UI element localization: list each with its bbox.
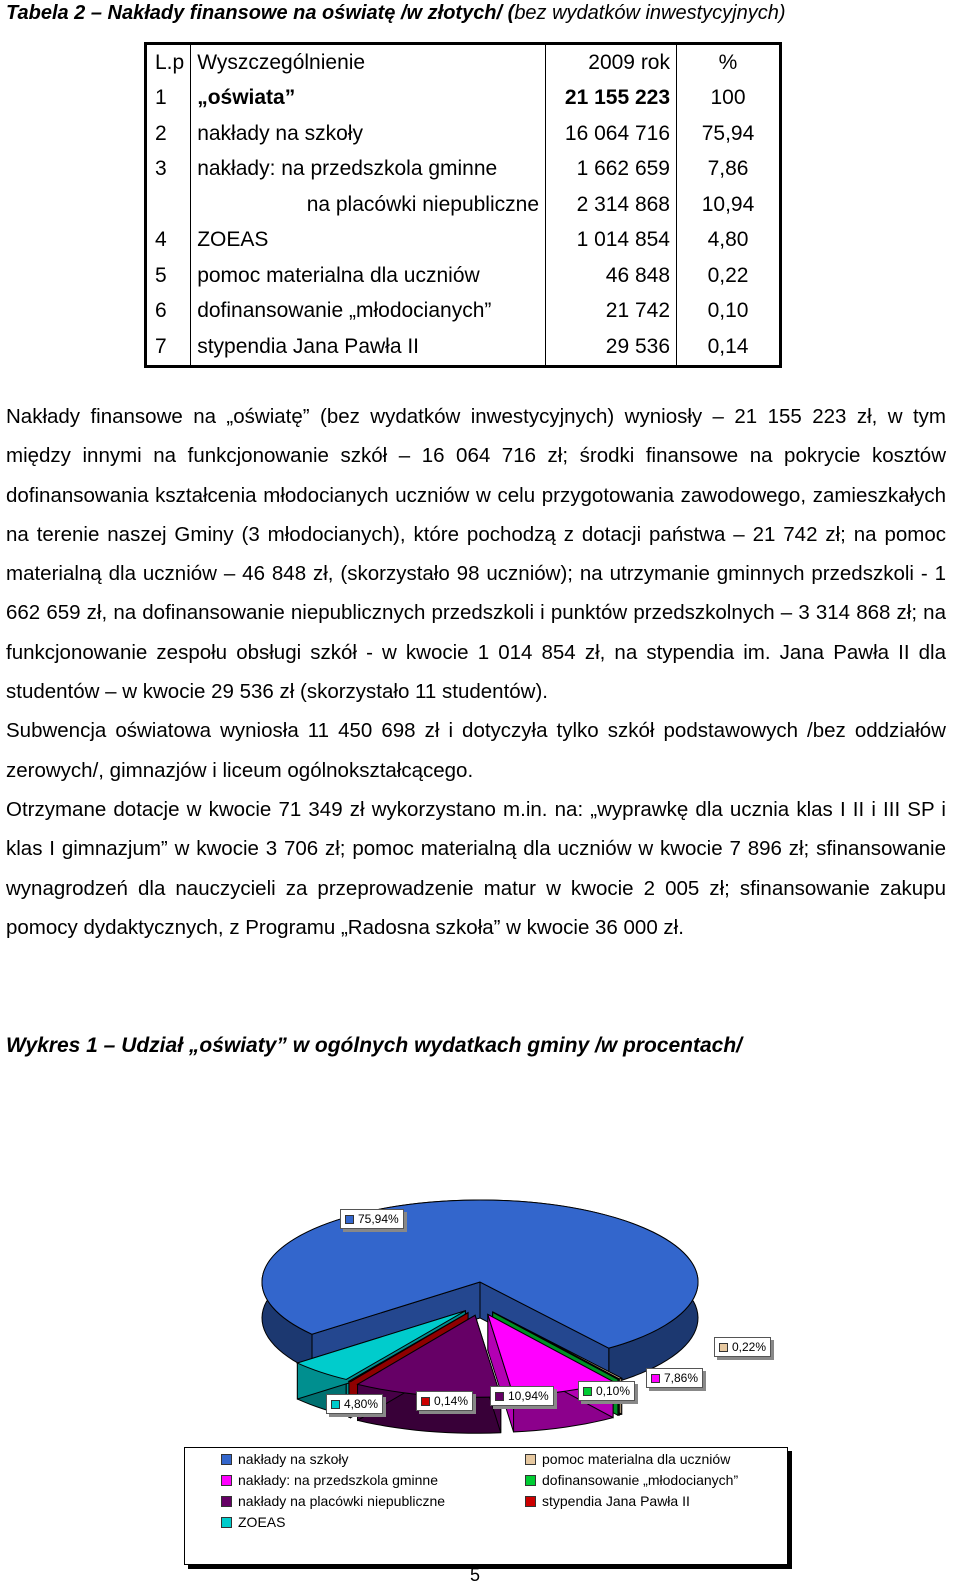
cell-desc: na placówki niepubliczne <box>191 187 546 223</box>
paragraph: Subwencja oświatowa wyniosła 11 450 698 zł i dotyczyła tylko szkół podstawowych /bez oddziałów zerowych/, gimnazjów i liceum ogólnokształcącego. <box>6 719 946 782</box>
header-lp: L.p <box>146 44 191 81</box>
cell-lp: 4 <box>146 223 191 259</box>
legend-swatch <box>221 1496 232 1507</box>
legend-item <box>525 1493 690 1509</box>
data-label-text: 0,14% <box>434 1394 469 1408</box>
cell-pct: 0,10 <box>707 299 749 323</box>
legend-swatch <box>525 1475 536 1486</box>
legend-label: nakłady: na przedszkola gminne <box>238 1472 439 1488</box>
cell-val: 46 848 <box>546 258 677 294</box>
legend-item <box>525 1472 738 1488</box>
legend-label: dofinansowanie „młodocianych” <box>542 1472 739 1488</box>
legend-label: nakłady na szkoły <box>238 1451 349 1467</box>
cell-pct: 0,22 <box>707 263 749 287</box>
cell-lp: 5 <box>146 258 191 294</box>
cell-pct: 10,94 <box>701 192 755 216</box>
data-label-text: 7,86% <box>664 1371 699 1385</box>
data-label <box>714 1337 771 1357</box>
legend-label: stypendia Jana Pawła II <box>542 1493 690 1509</box>
legend-swatch <box>221 1454 232 1465</box>
legend-item <box>221 1514 285 1530</box>
legend-swatch <box>525 1454 536 1465</box>
legend-label: pomoc materialna dla uczniów <box>542 1451 731 1467</box>
paragraph: Nakłady finansowe na „oświatę” (bez wydatków inwestycyjnych) wyniosły – 21 155 223 zł, w tym między innymi na funkcjonowanie szkół – 16 064 716 zł; środki finansowe na pokrycie kosztów dofinansowania kształcenia młodocianych uczniów w celu przygotowania zawodowego, zamieszkałych na terenie naszej Gminy (3 młodocianych), które pochodzą z dotacji państwa – 21 742 zł; na pomoc materialną dla uczniów – 46 848 zł, (skorzystało 98 uczniów); na utrzymanie gminnych przedszkoli - 1 662 659 zł, na dofinansowanie niepublicznych przedszkoli i punktów przedszkolnych – 3 314 868 zł; na funkcjonowanie zespołu obsługi szkół - w kwocie 1 014 854 zł, na stypendia im. Jana Pawła II dla studentów – w kwocie 29 536 zł (skorzystało 11 studentów). <box>6 405 946 704</box>
cell-lp: 3 <box>146 152 191 188</box>
data-label-swatch <box>651 1374 660 1383</box>
data-label-swatch <box>331 1400 340 1409</box>
cell-desc: nakłady: na przedszkola gminne <box>191 152 546 188</box>
cell-lp: 6 <box>146 294 191 330</box>
legend-item <box>221 1451 349 1467</box>
cell-val: 21 742 <box>546 294 677 330</box>
data-label <box>646 1368 703 1388</box>
data-label-text: 10,94% <box>508 1389 549 1403</box>
cell-val: 16 064 716 <box>546 116 677 152</box>
data-label <box>340 1209 404 1229</box>
header-val: 2009 rok <box>546 44 677 81</box>
data-label-text: 4,80% <box>344 1397 379 1411</box>
cell-lp: 2 <box>146 116 191 152</box>
cell-desc: ZOEAS <box>191 223 546 259</box>
legend-label: nakłady na placówki niepubliczne <box>238 1493 446 1509</box>
data-label-swatch <box>495 1392 504 1401</box>
cell-lp: 1 <box>146 81 191 117</box>
header-desc: Wyszczególnienie <box>191 44 546 81</box>
legend-swatch <box>525 1496 536 1507</box>
data-label <box>416 1391 473 1411</box>
cell-desc: nakłady na szkoły <box>191 116 546 152</box>
legend-item <box>525 1451 730 1467</box>
data-label-text: 75,94% <box>358 1212 399 1226</box>
cell-pct: 7,86 <box>707 157 749 181</box>
data-label-text: 0,10% <box>596 1384 631 1398</box>
page-number: 5 <box>470 1565 481 1585</box>
data-label <box>490 1386 554 1406</box>
cell-lp: 7 <box>146 329 191 366</box>
chart-title: Wykres 1 – Udział „oświaty” w ogólnych wydatkach gminy /w procentach/ <box>6 1034 742 1057</box>
cell-val: 29 536 <box>546 329 677 366</box>
legend-item <box>221 1472 438 1488</box>
data-label-swatch <box>345 1215 354 1224</box>
legend-swatch <box>221 1475 232 1486</box>
table-caption-normal: bez wydatków inwestycyjnych) <box>514 2 786 24</box>
legend-label: ZOEAS <box>238 1514 286 1530</box>
paragraph: Otrzymane dotacje w kwocie 71 349 zł wykorzystano m.in. na: „wyprawkę dla ucznia klas I II i III SP i klas I gimnazjum” w kwocie 3 706 zł; pomoc materialną dla uczniów w kwocie 7 896 zł; sfinansowanie wynagrodzeń dla nauczycieli za przeprowadzenie matur w kwocie 2 005 zł; sfinansowanie zakupu pomocy dydaktycznych, z Programu „Radosna szkoła” w kwocie 36 000 zł. <box>6 797 946 939</box>
cell-desc: stypendia Jana Pawła II <box>191 329 546 366</box>
cell-val: 2 314 868 <box>546 187 677 223</box>
cell-pct: 4,80 <box>707 228 749 252</box>
cell-val: 21 155 223 <box>546 81 677 117</box>
chart-legend <box>184 1447 788 1565</box>
data-label <box>326 1394 383 1414</box>
data-label-text: 0,22% <box>732 1340 767 1354</box>
cell-desc: pomoc materialna dla uczniów <box>191 258 546 294</box>
cell-pct: 75,94 <box>701 121 755 145</box>
cell-val: 1 014 854 <box>546 223 677 259</box>
legend-item <box>221 1493 445 1509</box>
cell-pct: 0,14 <box>707 334 749 358</box>
table-caption-bold: Tabela 2 – Nakłady finansowe na oświatę /w złotych/ ( <box>6 2 515 24</box>
data-label <box>578 1381 635 1401</box>
cell-val: 1 662 659 <box>546 152 677 188</box>
cell-desc: dofinansowanie „młodocianych” <box>191 294 546 330</box>
legend-swatch <box>221 1517 232 1528</box>
header-pct: % <box>718 50 738 74</box>
data-label-swatch <box>421 1397 430 1406</box>
data-label-swatch <box>719 1343 728 1352</box>
cell-desc: „oświata” <box>191 81 546 117</box>
data-label-swatch <box>583 1387 592 1396</box>
cell-pct: 100 <box>710 86 746 110</box>
